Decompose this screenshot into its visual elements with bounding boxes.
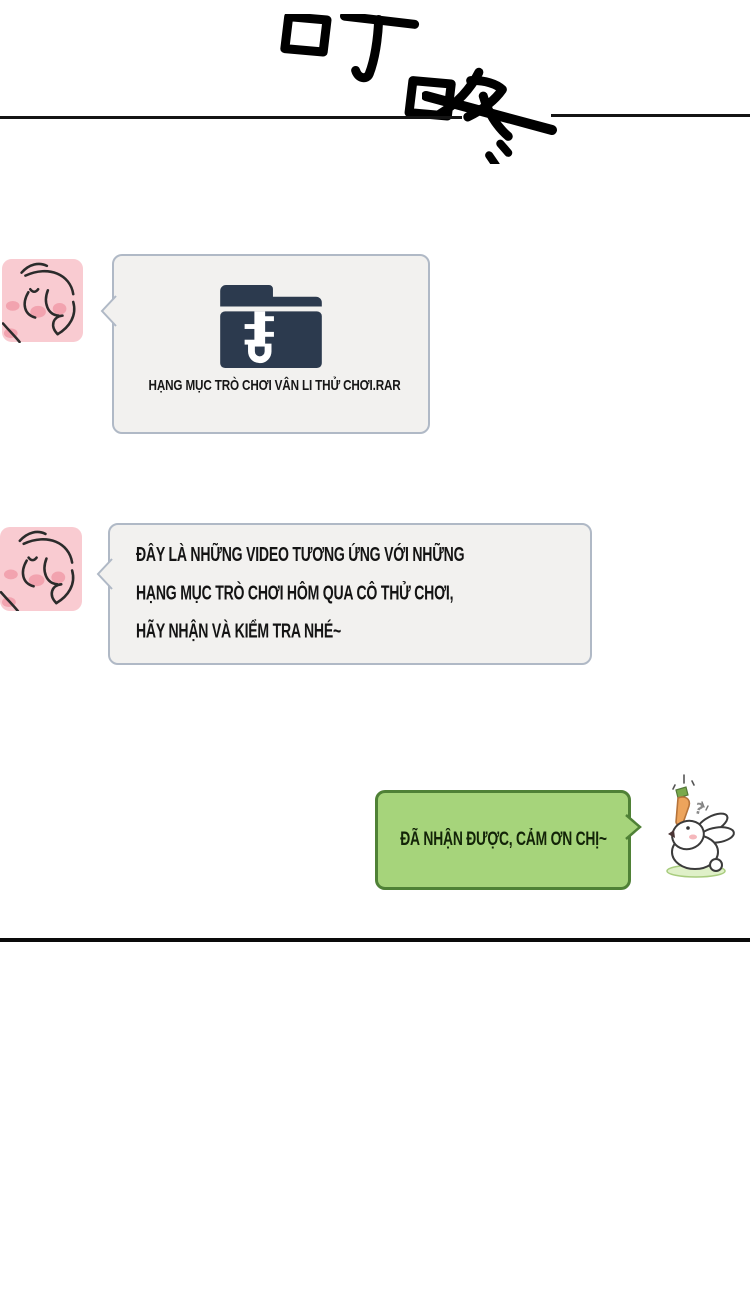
ding-dong-sfx-strokes — [260, 14, 570, 164]
bottom-divider — [0, 938, 750, 942]
bubble-tail — [99, 294, 117, 328]
ding-dong-sfx — [260, 14, 570, 164]
peach-avatar — [2, 258, 83, 343]
top-divider-right — [551, 114, 750, 117]
file-name: HẠNG MỤC TRÒ CHƠI VÂN LI THỬ CHƠI.RAR — [148, 377, 401, 394]
file-message-bubble[interactable] — [112, 254, 430, 434]
zip-file-icon — [218, 284, 324, 370]
text-message-bubble — [108, 523, 592, 665]
reply-text: ĐÃ NHẬN ĐƯỢC, CẢM ƠN CHỊ~ — [399, 829, 607, 850]
top-divider-left — [0, 116, 462, 119]
question-mark: ? — [692, 799, 706, 819]
bunny-avatar — [650, 772, 745, 885]
bubble-tail — [95, 557, 113, 591]
reply-message-bubble — [375, 790, 631, 890]
bubble-tail — [625, 813, 643, 841]
sfx-speed-line — [422, 90, 558, 138]
peach-avatar — [0, 527, 82, 611]
message-text: ĐÂY LÀ NHỮNG VIDEO TƯƠNG ỨNG VỚI NHỮNG HẠNG MỤC TRÒ CHƠI HÔM QUA CÔ THỬ CHƠI, HÃY NHẬN VÀ KIỂM TRA NHÉ~ — [136, 544, 465, 643]
